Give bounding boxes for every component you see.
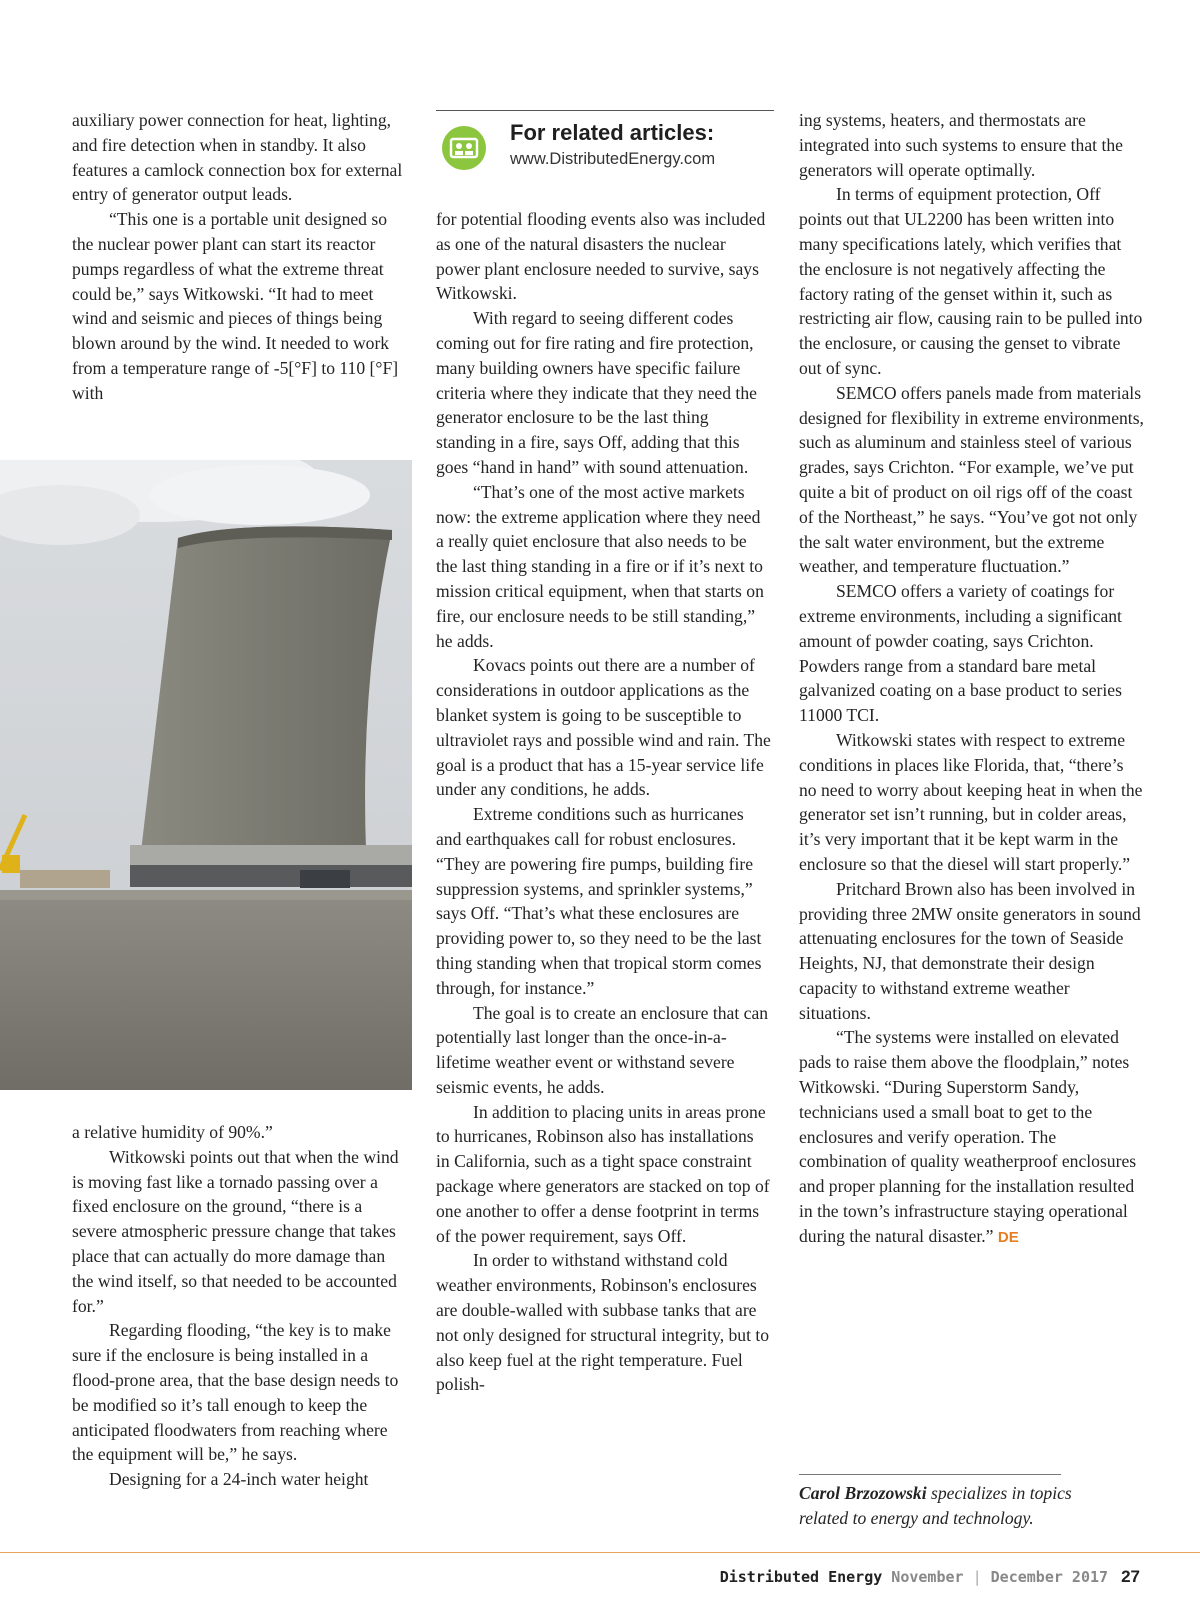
paragraph: Extreme conditions such as hurricanes and earthquakes call for robust enclosures. “They are powering fire pumps, building fire suppression systems, and sprinkler systems,” says Off. “That’s what these enclosures are providing power to, so they need to be the last thing standing when that tropical storm comes through, for instance.” (436, 804, 762, 998)
paragraph: Regarding flooding, “the key is to make sure if the enclosure is being installed in a flood-prone area, that the base design needs to be modified so it’s tall enough to keep the anticipated floodwaters from reaching where the equipment will be,” he says. (72, 1320, 399, 1465)
paragraph: In order to withstand withstand cold weather environments, Robinson's enclosures are double-walled with subbase tanks that are not only designed for structural integrity, but to also keep fuel at the right temperature. Fuel polish- (436, 1250, 770, 1395)
cooling-tower-photo (0, 460, 412, 1090)
paragraph: SEMCO offers panels made from materials designed for flexibility in extreme environments, such as aluminum and stainless steel of various grades, says Crichton. “For example, we’ve put quite a bit of product on oil rigs off of the coast of the Northeast,” he says. “You’ve got not only the salt water environment, but the extreme weather, and temperature fluctuation.” (799, 382, 1144, 577)
end-mark: DE (997, 1228, 1019, 1246)
paragraph: “That’s one of the most active markets now: the extreme application where they need a really quiet enclosure that also needs to be the last thing standing in a fire or if it’s next to mission critical equipment, when that starts on fire, our enclosure needs to be still standing,” he adds. (436, 481, 764, 651)
column-2 (436, 207, 771, 1397)
paragraph: Witkowski points out that when the wind is moving fast like a tornado passing over a fixed enclosure on the ground, “there is a severe atmospheric pressure change that takes place that can actually do more damage than the wind itself, so that needed to be accounted for.” (72, 1146, 399, 1316)
paragraph (799, 1025, 1144, 1250)
paragraph: Witkowski states with respect to extreme conditions in places like Florida, that, “there’s no need to worry about keeping heat in when the generator set isn’t running, but in colder areas, it’s very important that it be kept warm in the enclosure so that the diesel will start properly.” (799, 729, 1143, 874)
reader-icon (442, 126, 486, 170)
footer-rule (0, 1552, 1200, 1553)
footer-separator: | (972, 1568, 982, 1586)
related-url-link[interactable]: www.DistributedEnergy.com (510, 150, 716, 168)
paragraph: Designing for a 24-inch water height (109, 1469, 369, 1490)
paragraph: a relative humidity of 90%.” (72, 1122, 273, 1142)
paragraph: In terms of equipment protection, Off points out that UL2200 has been written into many specifications lately, which verifies that the enclosure is not negatively affecting the factory rating of the genset within it, such as restricting air flow, causing rain to be pulled into the enclosure, or causing the genset to vibrate out of sync. (799, 184, 1143, 378)
paragraph: auxiliary power connection for heat, lighting, and fire detection when in standby. It also features a camlock connection box for external entry of generator output leads. (72, 110, 403, 205)
paragraph: “This one is a portable unit designed so the nuclear power plant can start its reactor pumps regardless of what the extreme threat could be,” says Witkowski. “It had to meet wind and seismic and pieces of things being blown around by the wind. It needed to work from a temperature range of -5[°F] to 110 [°F] with (72, 209, 399, 403)
paragraph: for potential flooding events also was included as one of the natural disasters the nuclear power plant enclosure needed to survive, says Witkowski. (436, 209, 766, 304)
paragraph: SEMCO offers a variety of coatings for extreme environments, including a significant amount of powder coating, says Crichton. Powders range from a standard bare metal galvanized coating on a base product to series 11000 TCI. (799, 581, 1122, 726)
issue-date: December 2017 (990, 1568, 1109, 1586)
author-bio (799, 1481, 1099, 1531)
paragraph: Kovacs points out there are a number of considerations in outdoor applications as the blanket system is going to be susceptible to ultraviolet rays and possible wind and rain. The goal is a product that has a 15-year service life under any conditions, he adds. (436, 655, 771, 800)
issue-month: November (891, 1568, 964, 1586)
bio-divider (799, 1474, 1061, 1475)
related-top-rule (436, 110, 774, 111)
related-title: For related articles: (510, 120, 715, 145)
paragraph: Pritchard Brown also has been involved in providing three 2MW onsite generators in sound attenuating enclosures for the town of Seaside Heights, NJ, that demonstrate their design capacity to withstand extreme weather situations. (799, 878, 1141, 1023)
paragraph: ing systems, heaters, and thermostats are integrated into such systems to ensure that the generators will operate optimally. (799, 110, 1123, 180)
paragraph: The goal is to create an enclosure that can potentially last longer than the once-in-a-lifetime weather event or withstand severe seismic events, he adds. (436, 1002, 769, 1097)
paragraph: In addition to placing units in areas prone to hurricanes, Robinson also has installations in California, such as a tight space constraint package where generators are stacked on top of one another to offer a dense footprint in terms of the power requirement, says Off. (436, 1101, 770, 1246)
related-articles-box (436, 108, 774, 190)
paragraph: With regard to seeing different codes coming out for fire rating and fire protection, many building owners have specific failure criteria where they indicate that they need the generator enclosure to be the last thing standing in a fire, says Off, adding that this goes “hand in hand” with sound attenuation. (436, 308, 757, 477)
magazine-name: Distributed Energy (719, 1568, 883, 1586)
author-name: Carol Brzozowski (799, 1483, 927, 1503)
column-1-top (72, 108, 406, 406)
page-number: 27 (1121, 1567, 1140, 1586)
column-1-bottom (72, 1120, 406, 1492)
column-3 (799, 108, 1144, 1251)
page-footer (720, 1567, 1140, 1587)
closing-paragraph-text: “The systems were installed on elevated pads to raise them above the floodplain,” notes Witkowski. “During Superstorm Sandy, technicians used a small boat to get to the enclosures and verify operation. The combination of quality weatherproof enclosures and proper planning for the installation resulted in the town’s infrastructure staying operational during the natural disaster.” (799, 1027, 1137, 1246)
author-bio-text: specializes in topics related to energy and technology. (799, 1483, 1072, 1528)
